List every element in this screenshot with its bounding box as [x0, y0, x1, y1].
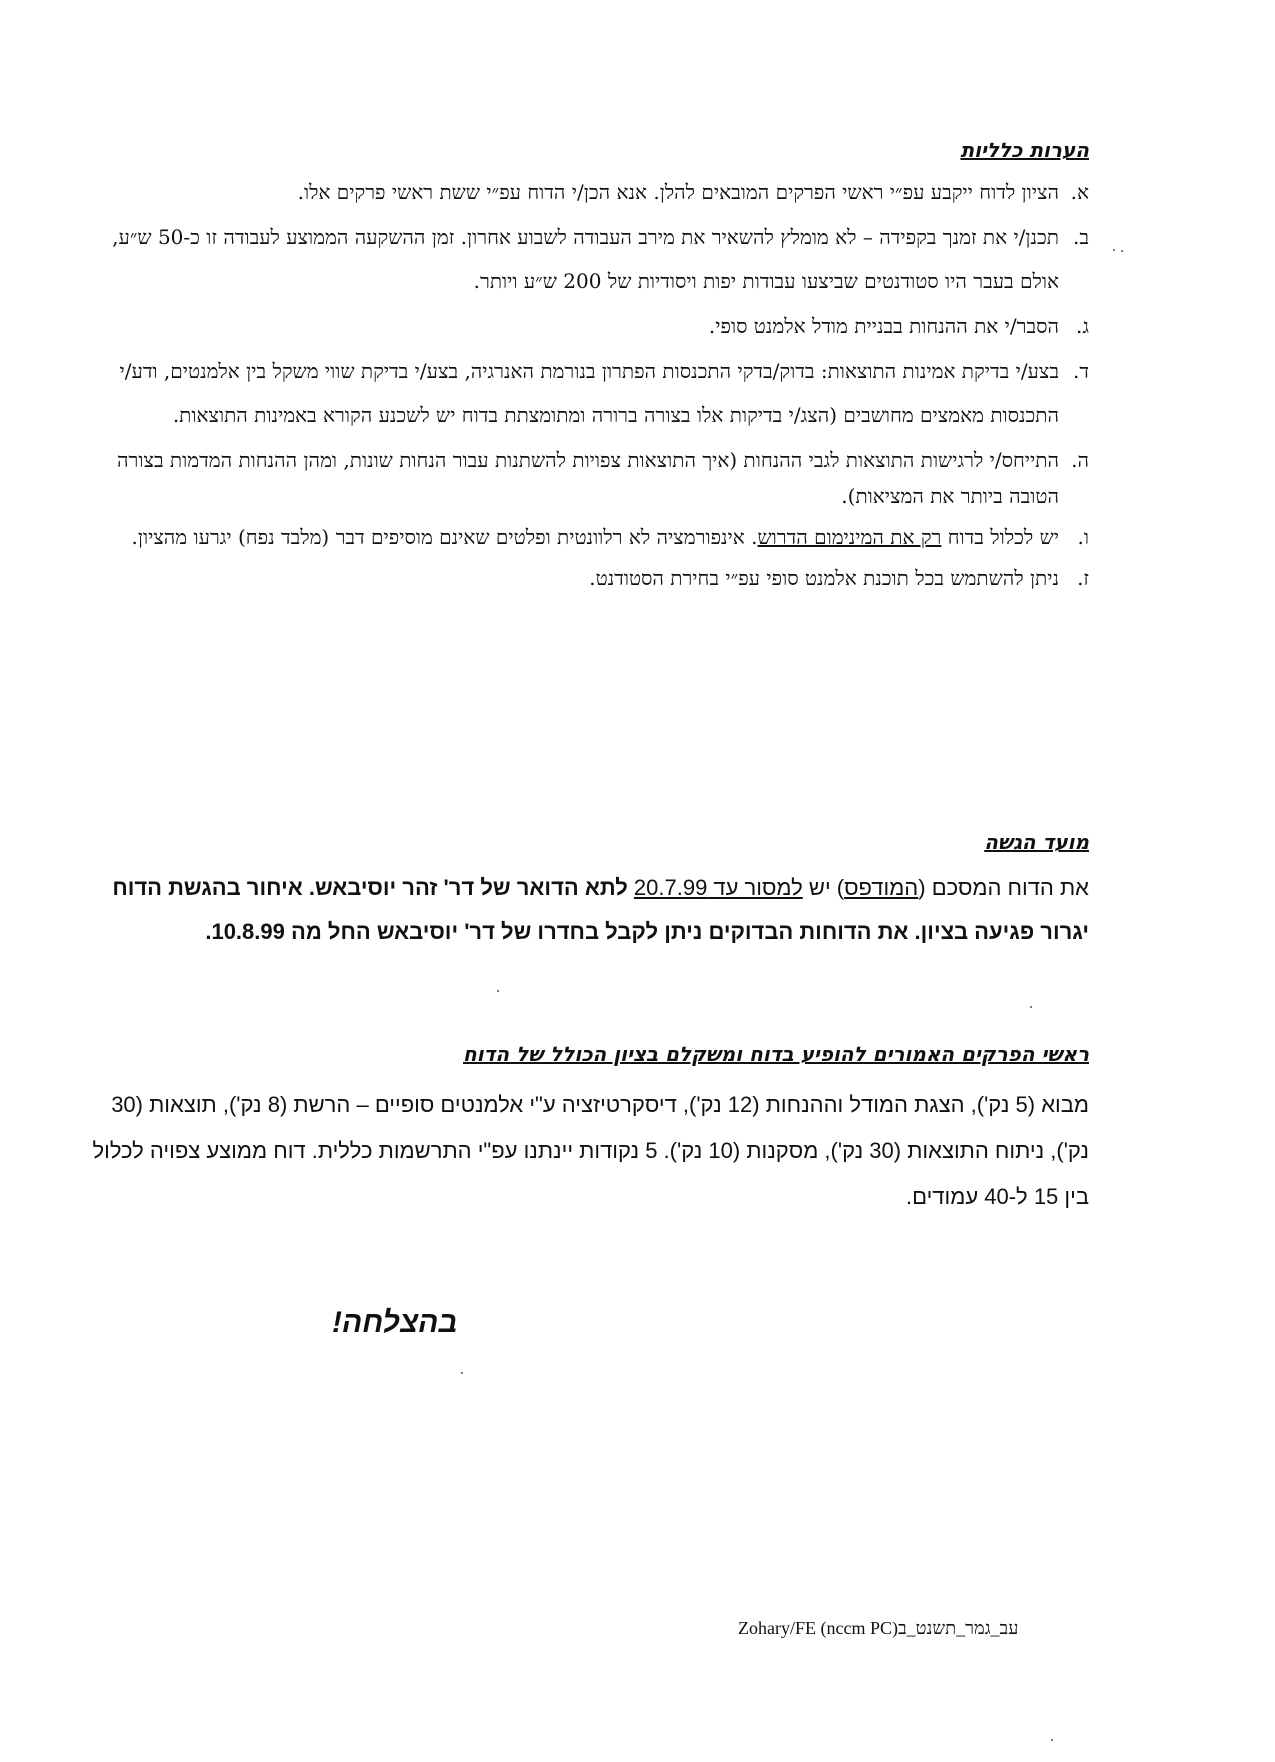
note-letter: ד.: [1073, 359, 1089, 383]
scan-speck: [497, 990, 499, 992]
note-item: [79, 174, 1089, 210]
note-text: יש לכלול בדוח רק את המינימום הדרוש. אינפורמציה לא רלוונטית ופלטים שאינם מוסיפים דבר (מלבד נפח) יגרעו מהציון.: [131, 525, 1059, 549]
note-text: בצע/י בדיקת אמינות התוצאות: בדוק/בדקי התכנסות הפתרון בנורמת האנרגיה, בצע/י בדיקת שווי משקל בין אלמנטים, ודע/י התכנסות מאמצים מחושבים (הצג/י בדיקות אלו בצורה ברורה ומתומצתת בדוח יש לשכנע הקורא באמינות התוצאות.: [119, 359, 1059, 427]
scan-speck: [1121, 250, 1123, 252]
footer-filename: Zohary/FE (nccm PC)עב_גמר_תשנט_ב: [738, 1618, 1019, 1638]
submission-paragraph: את הדוח המסכם (המודפס) יש למסור עד 20.7.99 לתא הדואר של דר' זהר יוסיבאש. איחור בהגשת הדוח יגרור פגיעה בציון. את הדוחות הבדוקים ניתן לקבל בחדרו של דר' יוסיבאש החל מה 10.8.99.: [112, 875, 1089, 944]
note-letter: א.: [1070, 180, 1089, 204]
note-text: הציון לדוח ייקבע עפ״י ראשי הפרקים המובאים להלן. אנא הכן/י הדוח עפ״י ששת ראשי פרקים אלו.: [297, 180, 1059, 204]
note-text: התייחס/י לרגישות התוצאות לגבי ההנחות (איך התוצאות צפויות להשתנות עבור הנחות שונות, ומהן ההנחות המדמות בצורה הטובה ביותר את המציאות).: [117, 448, 1059, 508]
note-item: [79, 308, 1089, 344]
note-letter: ג.: [1076, 314, 1089, 338]
scan-speck: [1030, 1006, 1032, 1008]
scan-speck: [461, 1372, 463, 1374]
note-item: [79, 215, 1089, 303]
note-text: ניתן להשתמש בכל תוכנת אלמנט סופי עפ״י בחירת הסטודנט.: [589, 566, 1059, 590]
note-letter: ו.: [1077, 525, 1089, 549]
note-item: [79, 519, 1089, 555]
note-item: [79, 560, 1089, 596]
chapters-paragraph: מבוא (5 נק'), הצגת המודל וההנחות (12 נק'), דיסקרטיזציה ע"י אלמנטים סופיים – הרשת (8 נק'), תוצאות (30 נק'), ניתוח התוצאות (30 נק'), מסקנות (10 נק'). 5 נקודות יינתנו עפ"י התרשמות כללית. דוח ממוצע צפויה לכלול בין 15 ל-40 עמודים.: [92, 1092, 1089, 1209]
note-item: [79, 349, 1089, 437]
scan-speck: [1113, 249, 1115, 251]
note-letter: ב.: [1073, 225, 1089, 249]
deadline-phrase: למסור עד 20.7.99: [633, 875, 803, 900]
general-notes-list: [79, 174, 1089, 601]
note-letter: ה.: [1071, 448, 1089, 472]
chapters-heading: ראשי הפרקים האמורים להופיע בדוח ומשקלם בציון הכולל של הדוח: [463, 1042, 1089, 1066]
underlined-phrase: רק את המינימום הדרוש: [757, 525, 942, 549]
scan-speck: [1051, 1739, 1053, 1741]
note-text: תכנן/י את זמנך בקפידה – לא מומלץ להשאיר את מירב העבודה לשבוע אחרון. זמן ההשקעה הממוצע לעבודה זו כ-50 ש״ע, אולם בעבר היו סטודנטים שביצעו עבודות יפות ויסודיות של 200 ש״ע ויותר.: [112, 225, 1059, 293]
good-luck-text: בהצלחה!: [332, 1306, 458, 1339]
submission-heading: מועד הגשה: [984, 830, 1089, 854]
general-notes-heading: הערות כלליות: [960, 138, 1089, 162]
note-item: [79, 442, 1089, 514]
note-letter: ז.: [1077, 566, 1089, 590]
printed-word: המודפס: [844, 875, 919, 900]
note-text: הסבר/י את ההנחות בבניית מודל אלמנט סופי.: [708, 314, 1059, 338]
